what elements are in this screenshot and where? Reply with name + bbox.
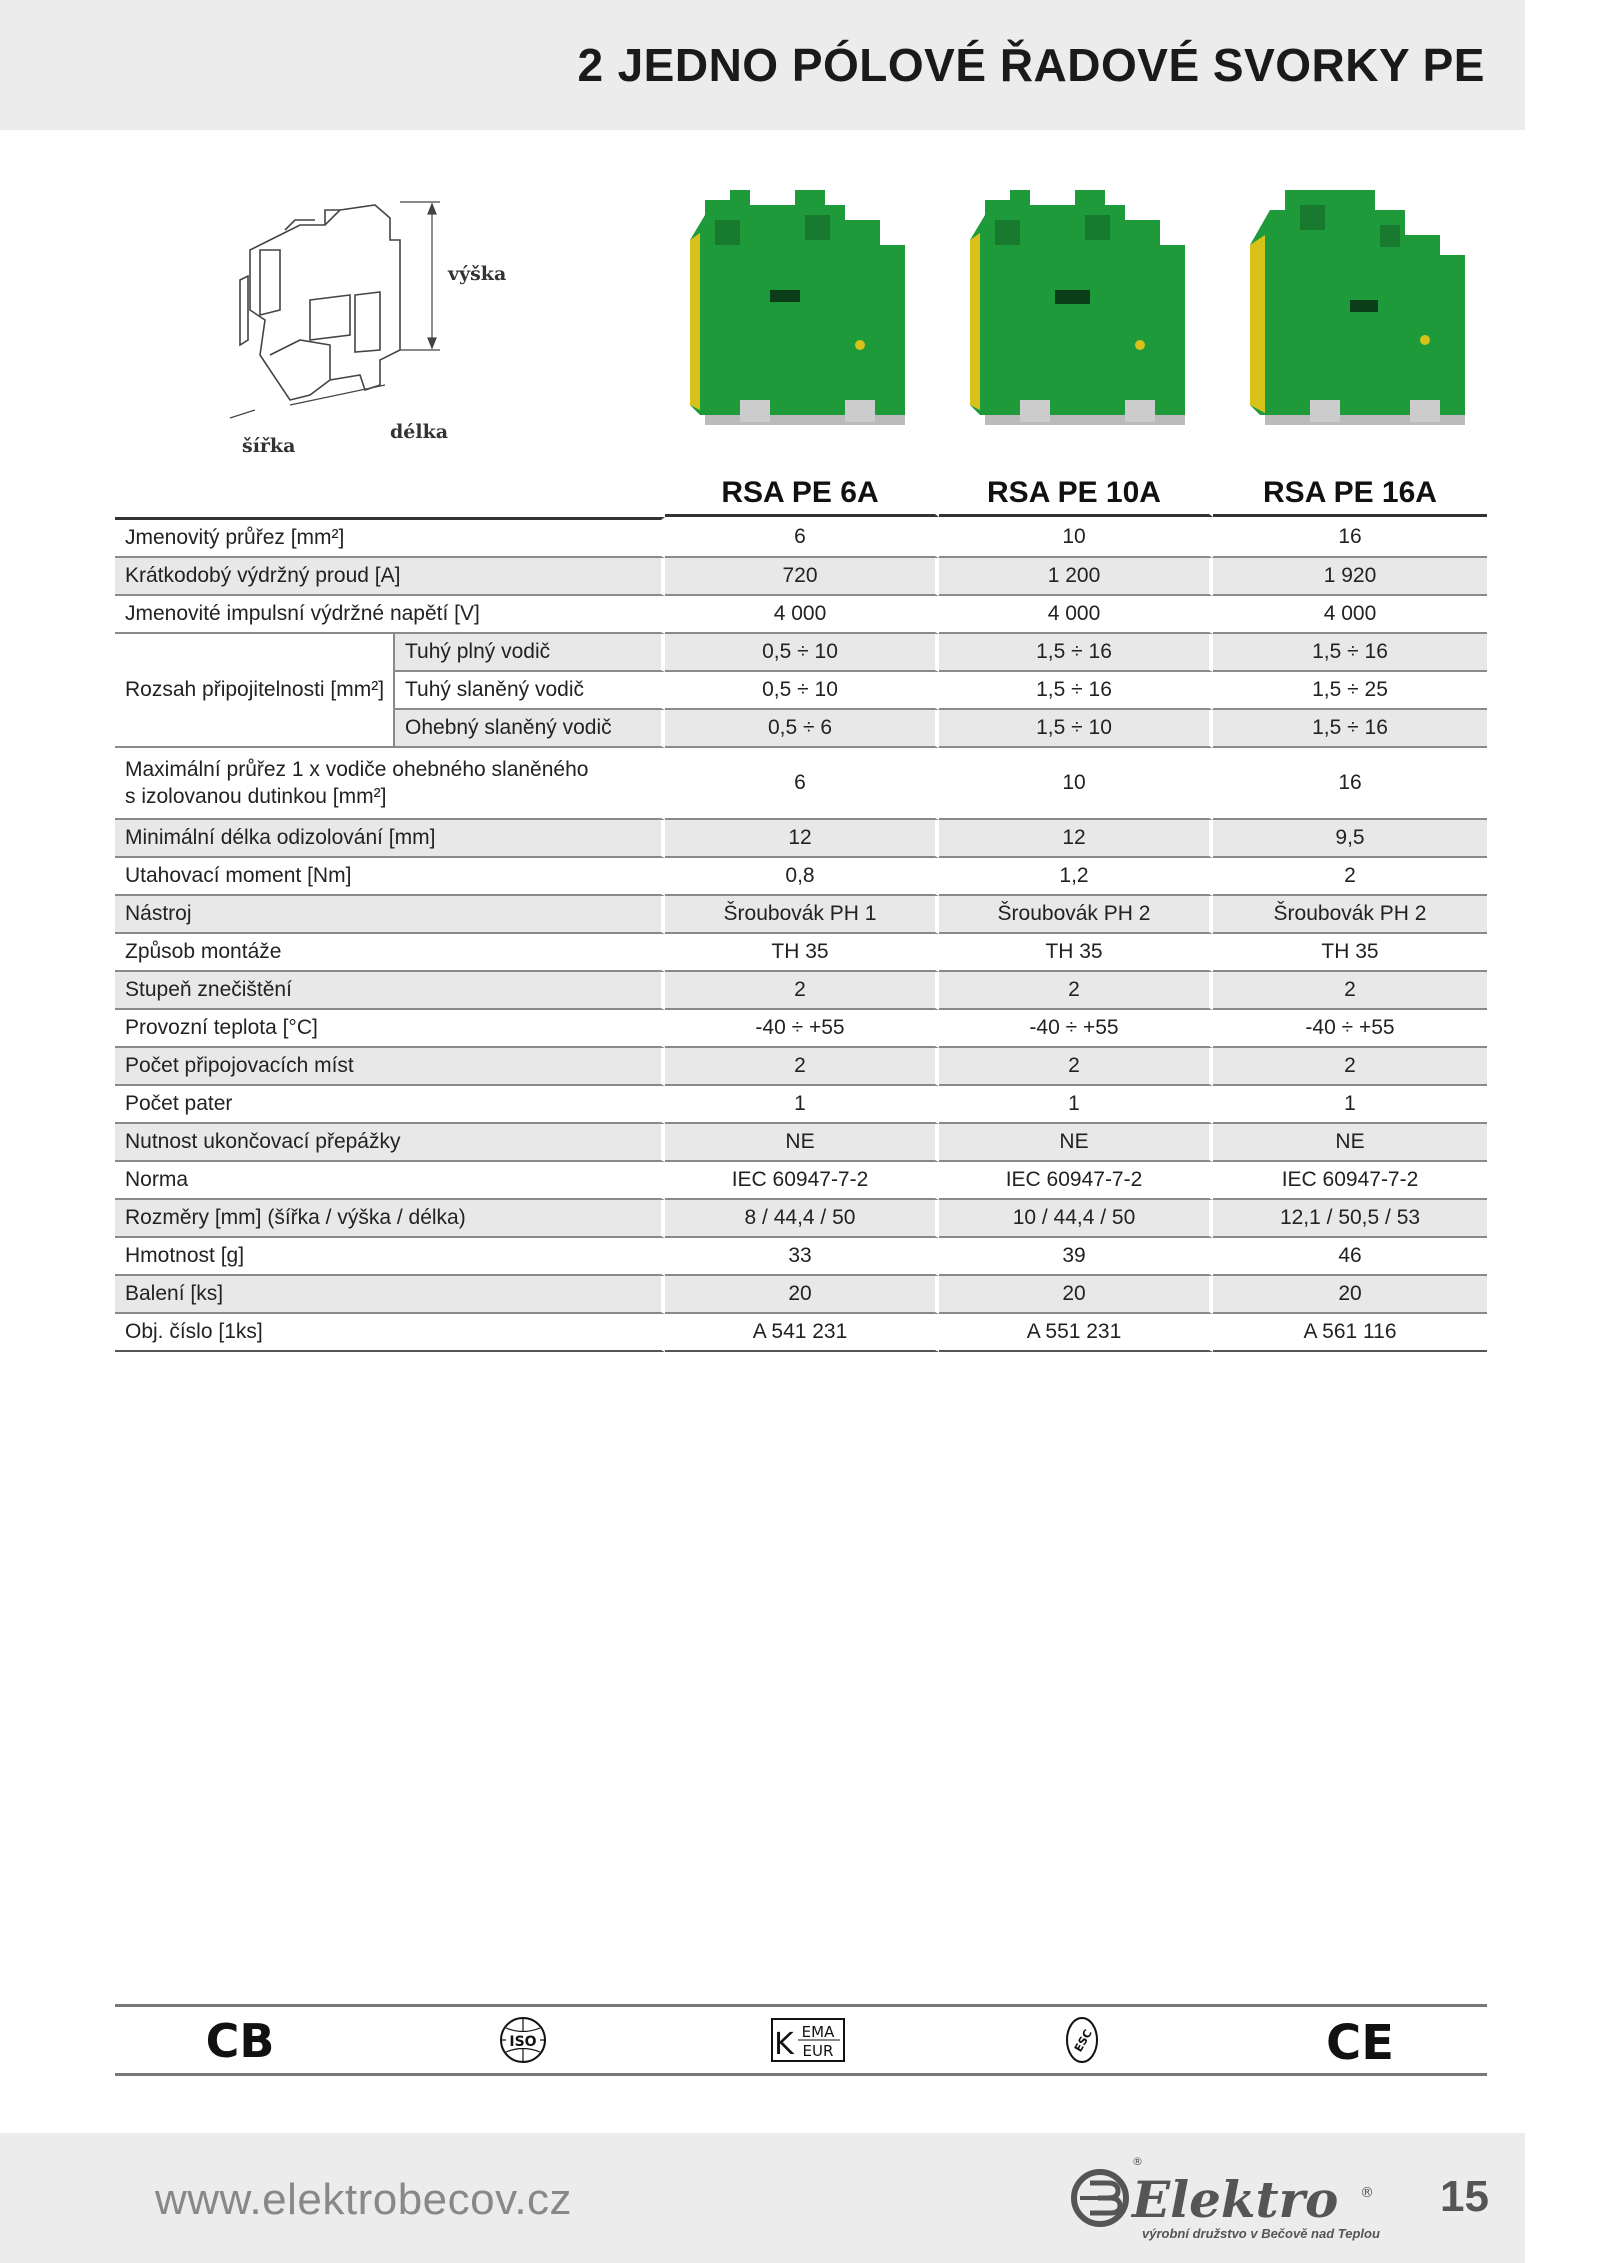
svg-text:®: ® [1132,2155,1143,2168]
product-header: RSA PE 6A [665,470,939,517]
row-label: Způsob montáže [115,934,665,972]
row-label: Maximální průřez 1 x vodiče ohebného slaněného s izolovanou dutinkou [mm²] [115,748,665,820]
table-row [115,1162,1487,1200]
kema-keur-icon [770,2015,846,2065]
row-value: NE [665,1124,939,1162]
row-value: 1 [665,1086,939,1124]
product-header: RSA PE 10A [939,470,1213,517]
row-value: -40 ÷ +55 [939,1010,1213,1048]
row-value: A 551 231 [939,1314,1213,1352]
row-label: Balení [ks] [115,1276,665,1314]
svg-text:EMA: EMA [801,2023,835,2041]
row-label: Tuhý plný vodič [393,634,665,672]
row-value: NE [939,1124,1213,1162]
row-value: 1 920 [1213,558,1487,596]
row-value: TH 35 [939,934,1213,972]
row-value: 20 [665,1276,939,1314]
row-label: Počet připojovacích míst [115,1048,665,1086]
table-row [115,1010,1487,1048]
table-row [115,1200,1487,1238]
height-label: výška [448,263,507,285]
row-label: Hmotnost [g] [115,1238,665,1276]
table-row [115,858,1487,896]
row-value: 12 [939,820,1213,858]
width-label: šířka [242,435,296,457]
row-value: 4 000 [1213,596,1487,634]
table-row [115,1314,1487,1352]
row-value: 2 [1213,972,1487,1010]
section-number: 2 [577,39,604,91]
row-value: 10 / 44,4 / 50 [939,1200,1213,1238]
product-header: RSA PE 16A [1213,470,1487,517]
table-row [115,1048,1487,1086]
row-value: 0,5 ÷ 10 [665,672,939,710]
ce-icon [1325,2015,1395,2065]
row-value: 16 [1213,748,1487,820]
row-value: 2 [665,1048,939,1086]
row-value: IEC 60947-7-2 [939,1162,1213,1200]
row-value: 1 [939,1086,1213,1124]
row-label: Tuhý slaněný vodič [393,672,665,710]
row-value: 4 000 [939,596,1213,634]
table-row [115,748,1487,820]
row-value: 2 [665,972,939,1010]
row-label: Provozní teplota [°C] [115,1010,665,1048]
table-row [115,1276,1487,1314]
spec-table [115,470,1487,1352]
esc-icon [1062,2015,1102,2065]
website-link[interactable]: www.elektrobecov.cz [155,2175,573,2224]
row-label: Utahovací moment [Nm] [115,858,665,896]
table-row [115,1238,1487,1276]
table-row [115,1086,1487,1124]
svg-text:EUR: EUR [802,2042,834,2060]
svg-text:Elektro: Elektro [1132,2170,1339,2229]
row-value: 1 [1213,1086,1487,1124]
row-value: 1,5 ÷ 16 [939,672,1213,710]
section-title: JEDNO PÓLOVÉ ŘADOVÉ SVORKY PE [617,39,1485,91]
row-value: A 541 231 [665,1314,939,1352]
row-label: Norma [115,1162,665,1200]
certification-bar [115,2004,1487,2076]
svg-text:ISO: ISO [509,2034,537,2050]
table-row [115,820,1487,858]
row-value: 2 [939,1048,1213,1086]
row-label: Krátkodobý výdržný proud [A] [115,558,665,596]
table-row [115,972,1487,1010]
row-value: 46 [1213,1238,1487,1276]
row-label: Rozměry [mm] (šířka / výška / délka) [115,1200,665,1238]
row-value: IEC 60947-7-2 [665,1162,939,1200]
length-label: délka [390,421,449,443]
row-value: 6 [665,517,939,558]
product-photo-6a [680,185,930,430]
row-value: A 561 116 [1213,1314,1487,1352]
row-value: 0,5 ÷ 10 [665,634,939,672]
row-value: 39 [939,1238,1213,1276]
row-label: Obj. číslo [1ks] [115,1314,665,1352]
table-row [115,517,1487,558]
product-photo-10a [960,185,1210,430]
row-value: 720 [665,558,939,596]
row-value: Šroubovák PH 2 [939,896,1213,934]
svg-text:K: K [774,2027,794,2062]
row-value: TH 35 [665,934,939,972]
row-value: 10 [939,517,1213,558]
row-value: 1,5 ÷ 25 [1213,672,1487,710]
table-row [115,896,1487,934]
row-value: Šroubovák PH 1 [665,896,939,934]
row-group-label: Rozsah připojitelnosti [mm²] [115,634,393,748]
row-label: Stupeň znečištění [115,972,665,1010]
row-label: Jmenovitý průřez [mm²] [115,517,665,558]
row-value: 33 [665,1238,939,1276]
page-title [577,38,1485,92]
row-value: 2 [939,972,1213,1010]
row-label: Počet pater [115,1086,665,1124]
row-value: 1,2 [939,858,1213,896]
row-value: 9,5 [1213,820,1487,858]
row-value: 1,5 ÷ 16 [1213,634,1487,672]
header-blank [115,470,665,517]
iso-icon [498,2015,548,2065]
row-value: TH 35 [1213,934,1487,972]
row-value: 2 [1213,1048,1487,1086]
row-value: 20 [939,1276,1213,1314]
table-row [115,934,1487,972]
row-label: Jmenovité impulsní výdržné napětí [V] [115,596,665,634]
row-value: 1,5 ÷ 10 [939,710,1213,748]
row-value: -40 ÷ +55 [1213,1010,1487,1048]
row-value: 8 / 44,4 / 50 [665,1200,939,1238]
row-label: Ohebný slaněný vodič [393,710,665,748]
row-value: 10 [939,748,1213,820]
footer-subtitle: výrobní družstvo v Bečově nad Teplou [1142,2226,1380,2241]
row-label: Minimální délka odizolování [mm] [115,820,665,858]
row-value: 16 [1213,517,1487,558]
row-value: 20 [1213,1276,1487,1314]
cb-icon [200,2015,280,2065]
row-value: NE [1213,1124,1487,1162]
table-row [115,596,1487,634]
row-label: Nutnost ukončovací přepážky [115,1124,665,1162]
row-value: 1,5 ÷ 16 [1213,710,1487,748]
svg-text:CE: CE [1325,2015,1395,2065]
row-value: Šroubovák PH 2 [1213,896,1487,934]
svg-text:CB: CB [205,2015,275,2065]
row-value: 6 [665,748,939,820]
dimension-drawing [200,180,580,480]
table-row [115,634,1487,672]
product-photo-16a [1240,185,1490,430]
row-value: 1,5 ÷ 16 [939,634,1213,672]
row-value: 12 [665,820,939,858]
row-value: 0,8 [665,858,939,896]
table-row [115,558,1487,596]
row-value: -40 ÷ +55 [665,1010,939,1048]
table-row [115,1124,1487,1162]
row-value: 1 200 [939,558,1213,596]
page-number: 15 [1440,2172,1489,2221]
row-label: Nástroj [115,896,665,934]
row-value: 4 000 [665,596,939,634]
row-value: 2 [1213,858,1487,896]
svg-text:ESC: ESC [1071,2027,1095,2055]
row-value: IEC 60947-7-2 [1213,1162,1487,1200]
svg-text:®: ® [1360,2185,1374,2201]
row-value: 12,1 / 50,5 / 53 [1213,1200,1487,1238]
row-value: 0,5 ÷ 6 [665,710,939,748]
